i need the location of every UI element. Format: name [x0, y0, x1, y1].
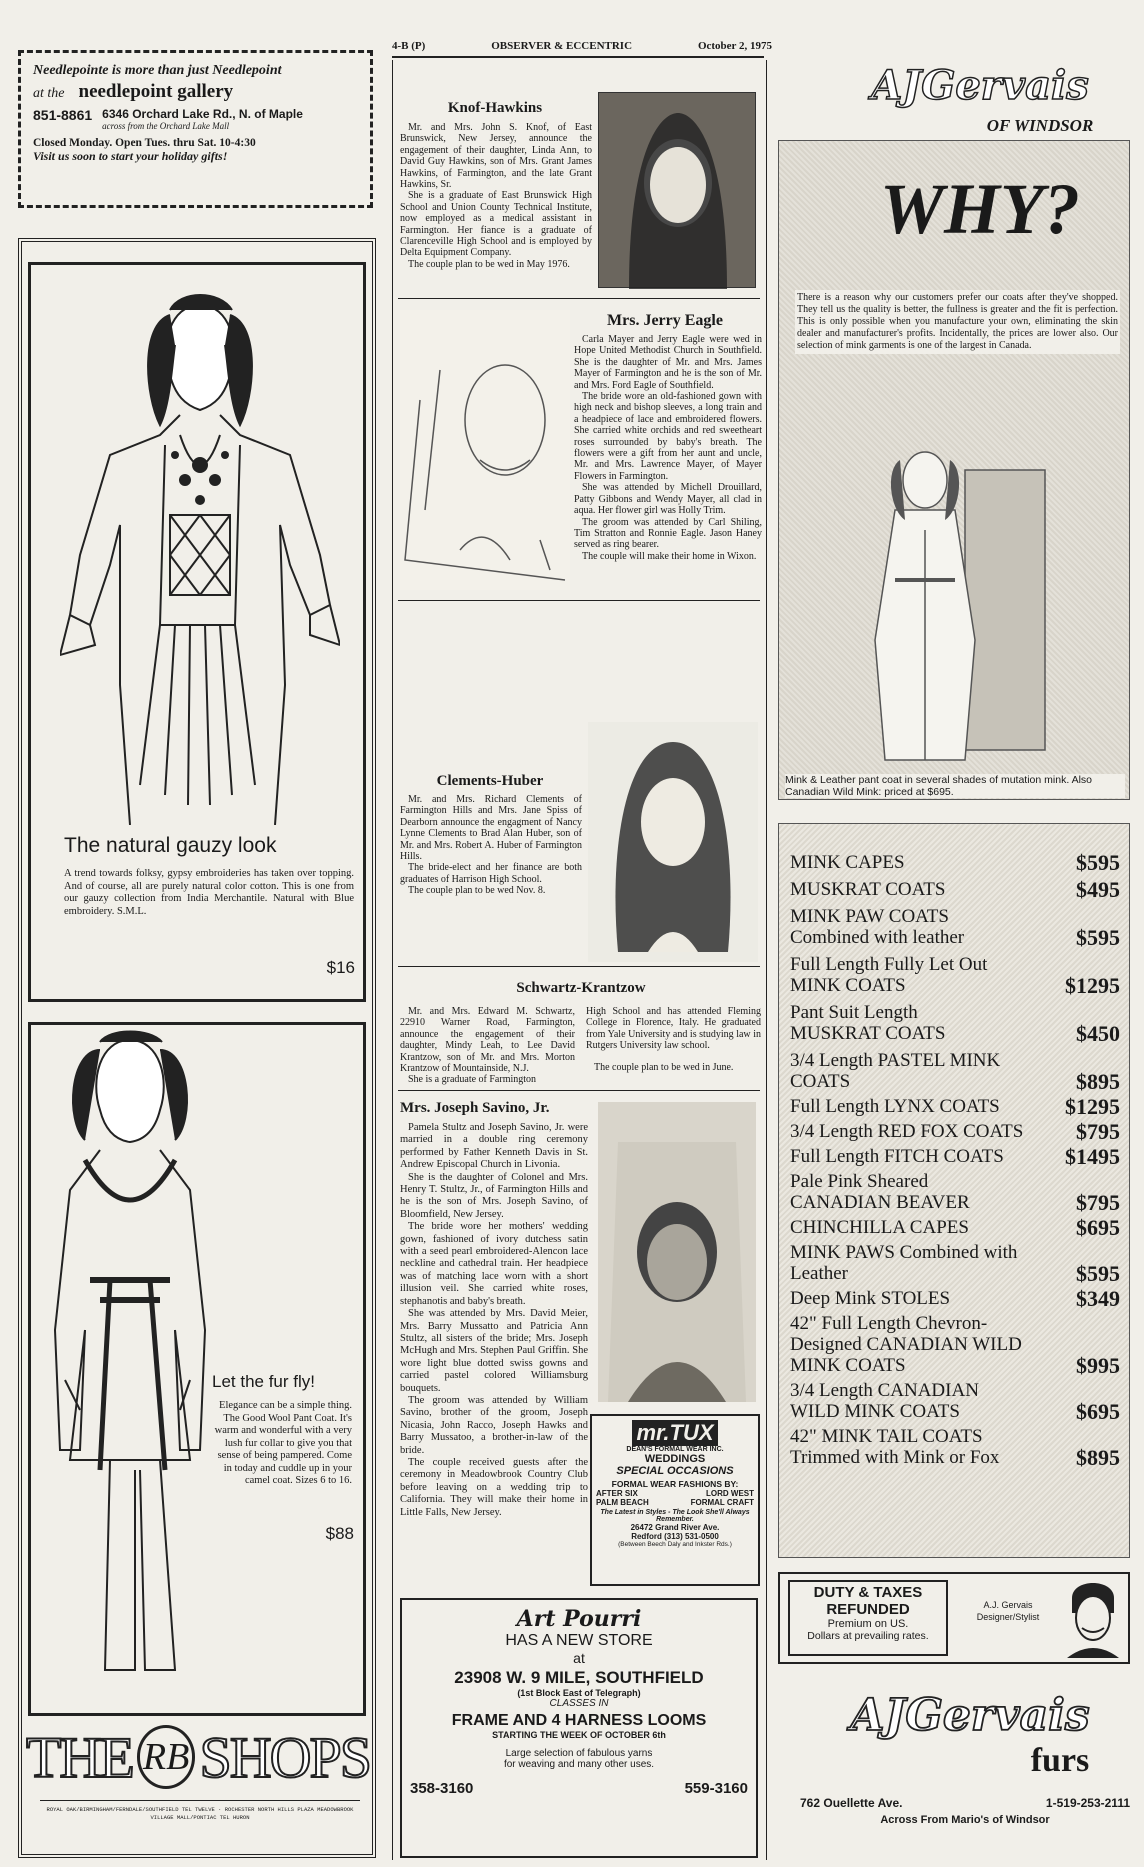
rb-logo-monogram: RB: [137, 1725, 196, 1789]
price-label: 42" MINK TAIL COATS Trimmed with Mink or Fox: [790, 1426, 1000, 1468]
gauzy-top-illustration: [60, 265, 340, 825]
savino-photo: [598, 1102, 756, 1402]
mrtux-city: Redford (313) 531-0500: [631, 1532, 719, 1541]
needlepoint-ad: [18, 50, 373, 208]
artpourri-address: 23908 W. 9 MILE, SOUTHFIELD: [454, 1668, 704, 1687]
gervais-price-list: [790, 852, 1120, 1552]
price-label: Full Length Fully Let Out MINK COATS: [790, 954, 988, 996]
eagle-p3: She was attended by Michell Drouillard, Patty Gibbons and Wendy Mayer, all clad in aqua. Her flower girl was Holly Trim.: [574, 482, 762, 517]
price-item: [790, 1171, 1120, 1213]
schwartz-col1: [400, 1006, 575, 1086]
gervais-duty-inner: [788, 1580, 948, 1656]
savino-p2: She is the daughter of Colonel and Mrs. Henry T. Stultz, Jr., of Farmington Hills and he is the son of Mrs. Joseph Savino, of Bloomfield, New Jersey.: [400, 1171, 588, 1220]
eagle-title: Mrs. Jerry Eagle: [607, 312, 723, 329]
col-rule-right: [766, 60, 767, 1860]
clements-body: [400, 794, 582, 897]
price-label: 3/4 Length RED FOX COATS: [790, 1121, 1024, 1142]
knof-body: [400, 122, 592, 270]
issue-date: October 2, 1975: [697, 40, 772, 52]
mrtux-brand-3: PALM BEACH: [596, 1498, 649, 1507]
knof-p2: She is a graduate of East Brunswick High School and Union County Technical Institute, now employed as a medical assistant in Farmington. Her fiance is a graduate of Clarenceville High School and is employed by Delta Equipment Company.: [400, 190, 592, 259]
gervais-address: 762 Ouellette Ave.: [800, 1796, 903, 1810]
artpourri-starting: STARTING THE WEEK OF OCTOBER 6th: [492, 1730, 666, 1740]
gervais-of-windsor: OF WINDSOR: [986, 116, 1094, 135]
gervais-furs: furs: [1030, 1742, 1090, 1779]
price-label: MUSKRAT COATS: [790, 879, 946, 900]
eagle-p1: Carla Mayer and Jerry Eagle were wed in Hope United Methodist Church in Southfield. She is the daughter of Mr. and Mrs. James Mayer of Farmington and he is the son of Mr. and Mrs. Ford Eagle of Southfield.: [574, 334, 762, 391]
rb-logo-rule: [40, 1800, 360, 1801]
page-number: 4-B (P): [392, 40, 426, 52]
mrtux-special: SPECIAL OCCASIONS: [616, 1465, 734, 1477]
price-label: Full Length FITCH COATS: [790, 1146, 1004, 1167]
price-label: 42" Full Length Chevron-Designed CANADIAN WILD MINK COATS: [790, 1313, 1022, 1376]
mrtux-ad: [590, 1414, 760, 1586]
price-item: [790, 954, 1120, 996]
duty-line1: DUTY & TAXES: [813, 1584, 923, 1601]
gervais-logo-top: AJGervais: [871, 62, 1089, 109]
mrtux-logo: mr.TUX: [632, 1420, 717, 1446]
needlepoint-hours: Closed Monday. Open Tues. thru Sat. 10-4:30: [33, 137, 256, 149]
price-item: [790, 1002, 1120, 1044]
price-value: $795: [1076, 1190, 1120, 1215]
schwartz-c2b: The couple plan to be wed in June.: [594, 1061, 734, 1073]
portrait-icon: [599, 93, 757, 289]
col-rule-left: [392, 60, 393, 1860]
duty-premium: Premium on US.: [827, 1618, 909, 1630]
savino-p3: The bride wore her mothers' wedding gown, fashioned of ivory dutchess satin with a seed pearl embroidered-Alencon lace neckline and cathedral train. Her headpiece was of matching lace worn with a short illusion veil. She carried white roses, stephanotis and baby's breath.: [400, 1221, 588, 1307]
savino-p5: The groom was attended by William Savino, brother of the groom, Joseph Nicasia, John Racco, Joseph Hawks and Barry Mussatoo, a brother-in-law of the bride.: [400, 1394, 588, 1456]
price-value: $895: [1076, 1445, 1120, 1470]
savino-p6: The couple received guests after the ceremony in Meadowbrook Country Club before leaving on a wedding trip to California. They will make their home in Little Falls, New Jersey.: [400, 1456, 588, 1518]
knof-p1: Mr. and Mrs. John S. Knof, of East Brunswick, New Jersey, announce the engagement of their daughter, Linda Ann, to David Guy Hawkins, son of Mrs. Grant James Hawkins, of Farmington, and the late Grant Hawkins, Sr.: [400, 122, 592, 191]
artpourri-at: at: [573, 1650, 585, 1666]
mink-coat-photo: [845, 440, 1065, 770]
price-label: Pant Suit Length MUSKRAT COATS: [790, 1002, 946, 1044]
price-item: [790, 1217, 1120, 1238]
price-label: MINK PAWS Combined with Leather: [790, 1242, 1018, 1284]
price-label: MINK PAW COATS Combined with leather: [790, 906, 965, 948]
eagle-p4: The groom was attended by Carl Shiling, Tim Stratton and Ronnie Eagle. Jason Haney served as ring bearer.: [574, 516, 762, 551]
gauzy-headline: The natural gauzy look: [64, 834, 277, 857]
duty-line2: REFUNDED: [826, 1601, 910, 1618]
price-value: $695: [1076, 1399, 1120, 1424]
eagle-body: [574, 334, 762, 562]
artpourri-block: (1st Block East of Telegraph): [517, 1688, 641, 1698]
price-value: $595: [1076, 1261, 1120, 1286]
eagle-p2: The bride wore an old-fashioned gown with high neck and bishop sleeves, a long train and a headpiece of lace and embroidered flowers. She carried white orchids and red sweetheart roses surrounded by baby's breath. The flowers were a gift from her aunt and uncle, Mr. and Mrs. Lawrence Mayer, of Mayer Flowers in Farmington.: [574, 391, 762, 482]
knof-rule: [398, 298, 760, 299]
price-item: [790, 1426, 1120, 1468]
needlepoint-phone: 851-8861: [33, 107, 93, 123]
price-value: $450: [1076, 1021, 1120, 1046]
artpourri-yarns2: for weaving and many other uses.: [503, 1759, 655, 1770]
bride-portrait-icon: [598, 1102, 756, 1402]
fur-coat-illustration: [40, 1030, 220, 1690]
designer-portrait: [1062, 1578, 1124, 1658]
rb-logo-shops: SHOPS: [199, 1724, 370, 1790]
header-rule: [392, 56, 764, 58]
artpourri-logo: Art Pourri: [516, 1606, 642, 1632]
mrtux-latest: The Latest in Styles - The Look She'll Always Remember.: [600, 1509, 750, 1523]
clements-p1: Mr. and Mrs. Richard Clements of Farmington Hills and Mrs. Jane Spiss of Dearborn announce the engagment of Nancy Lynne Clements to Brad Alan Huber, son of Mr. and Mrs. Robert A. Huber of Farmington Hills.: [400, 794, 582, 863]
price-item: [790, 1146, 1120, 1167]
duty-dollars: Dollars at prevailing rates.: [807, 1630, 929, 1642]
eagle-photo: [400, 310, 570, 590]
schwartz-col2: [586, 1006, 761, 1073]
savino-body: [400, 1122, 588, 1519]
clements-title: Clements-Huber: [436, 773, 544, 789]
price-value: $595: [1076, 925, 1120, 950]
price-value: $1495: [1065, 1144, 1120, 1169]
price-item: [790, 1242, 1120, 1284]
schwartz-title: Schwartz-Krantzow: [516, 980, 646, 996]
eagle-p5: The couple will make their home in Wixon.: [582, 550, 757, 562]
fur-price: $88: [325, 1524, 354, 1543]
paper-name: OBSERVER & ECCENTRIC: [491, 40, 633, 52]
price-value: $795: [1076, 1119, 1120, 1144]
mrtux-sub: DEAN'S FORMAL WEAR INC.: [626, 1446, 724, 1453]
needlepoint-address2: across from the Orchard Lake Mall: [102, 121, 230, 131]
mrtux-between: (Between Beech Daly and Inkster Rds.): [618, 1541, 732, 1548]
mrtux-brand-1: AFTER SIX: [596, 1489, 638, 1498]
price-label: Full Length LYNX COATS: [790, 1096, 1000, 1117]
price-item: [790, 1096, 1120, 1117]
eagle-rule: [398, 600, 760, 601]
savino-title: Mrs. Joseph Savino, Jr.: [400, 1100, 550, 1116]
gauzy-price: $16: [326, 958, 355, 977]
knof-photo: [598, 92, 756, 288]
price-value: $1295: [1065, 973, 1120, 998]
artpourri-looms: FRAME AND 4 HARNESS LOOMS: [451, 1712, 707, 1729]
mrtux-brand-4: FORMAL CRAFT: [690, 1498, 754, 1507]
fur-body: Elegance can be a simple thing. The Good Wool Pant Coat. It's warm and wonderful with a very lush fur collar to give you that sense of being pampered. Come in today and cuddle up in your camel coat. Sizes 6 to 16.: [214, 1400, 352, 1486]
price-item: [790, 906, 1120, 948]
price-label: Pale Pink Sheared CANADIAN BEAVER: [790, 1171, 970, 1213]
price-item: [790, 1288, 1120, 1309]
artpourri-line1: HAS A NEW STORE: [505, 1632, 653, 1649]
price-item: [790, 852, 1120, 873]
price-value: $495: [1076, 877, 1120, 902]
savino-p4: She was attended by Mrs. David Meier, Mrs. Barry Mussatto and Patricia Ann Stultz, all sisters of the bride; Mrs. Joseph McHugh and Mrs. Stephen Paul Griffin. She wore light blue dotted swiss gowns and carried pastel colored Williamsburg bouquets.: [400, 1308, 588, 1394]
designer-title: Designer/Stylist: [976, 1612, 1040, 1622]
designer-name: A.J. Gervais: [983, 1600, 1033, 1610]
mrtux-fashions-by: FORMAL WEAR FASHIONS BY:: [611, 1479, 739, 1489]
price-label: MINK CAPES: [790, 852, 905, 873]
artpourri-ad: [400, 1598, 758, 1858]
price-label: 3/4 Length PASTEL MINK COATS: [790, 1050, 1001, 1092]
gervais-why: WHY?: [879, 169, 1080, 249]
mrtux-brand-2: LORD WEST: [706, 1489, 754, 1498]
price-value: $1295: [1065, 1094, 1120, 1119]
price-value: $895: [1076, 1069, 1120, 1094]
gauzy-body: A trend towards folksy, gypsy embroideries has taken over topping. And of course, all are purely natural color cotton. This is one from our gauzy collection from India Merchantile. Natural with Blue embroidery. S.M.L.: [64, 868, 354, 917]
fur-headline: Let the fur fly!: [212, 1372, 315, 1391]
needlepoint-tagline: Visit us soon to start your holiday gifts!: [33, 149, 228, 163]
price-value: $349: [1076, 1286, 1120, 1311]
knof-p3: The couple plan to be wed in May 1976.: [408, 258, 570, 270]
rb-logo: [26, 1712, 370, 1802]
needlepoint-line1: Needlepointe is more than just Needlepoint: [33, 63, 282, 78]
price-item: [790, 1380, 1120, 1422]
page-header: [392, 40, 772, 56]
gervais-phone: 1-519-253-2111: [1045, 1796, 1130, 1810]
rb-locations: ROYAL OAK/BIRMINGHAM/FERNDALE/SOUTHFIELD TEL TWELVE · ROCHESTER NORTH HILLS PLAZA MEADOWBROOK VILLAGE MALL/PONTIAC TEL HURON: [46, 1806, 354, 1821]
price-label: CHINCHILLA CAPES: [790, 1217, 969, 1238]
portrait-icon: [588, 722, 758, 962]
gervais-caption: Mink & Leather pant coat in several shades of mutation mink. Also Canadian Wild Mink: priced at $695.: [785, 774, 1125, 798]
artpourri-yarns1: Large selection of fabulous yarns: [505, 1748, 653, 1759]
price-item: [790, 1121, 1120, 1142]
price-item: [790, 1050, 1120, 1092]
price-item: [790, 1313, 1120, 1376]
price-label: Deep Mink STOLES: [790, 1288, 951, 1309]
artpourri-classes: CLASSES IN: [549, 1698, 609, 1709]
price-item: [790, 879, 1120, 900]
needlepoint-name: needlepoint gallery: [78, 81, 234, 102]
clements-p3: The couple plan to be wed Nov. 8.: [408, 885, 546, 897]
faded-portrait-icon: [400, 310, 570, 590]
price-value: $995: [1076, 1353, 1120, 1378]
rb-logo-the: THE: [26, 1724, 133, 1790]
needlepoint-address: 6346 Orchard Lake Rd., N. of Maple: [102, 107, 303, 121]
clements-photo: [588, 722, 758, 962]
mrtux-address: 26472 Grand River Ave.: [630, 1523, 720, 1532]
price-label: 3/4 Length CANADIAN WILD MINK COATS: [790, 1380, 979, 1422]
gervais-logo-bottom: AJGervais: [850, 1690, 1090, 1741]
gervais-why-text: There is a reason why our customers prefer our coats after they've shopped. They tell us the quality is better, the fullness is greater and the fit is perfection. This is only possible when you manufacture your own, eliminating the skin dealer and manufacturer's profits. Incidentally, the prices are lower also. Our selection of mink garments is one of the largest in Canada.: [795, 290, 1120, 354]
schwartz-c2: High School and has attended Fleming College in Florence, Italy. He graduated from Yale University and is studying law in Rutgers University law school.: [586, 1006, 761, 1052]
price-value: $595: [1076, 850, 1120, 875]
schwartz-c1: Mr. and Mrs. Edward M. Schwartz, 22910 Warner Road, Farmington, announce the engagement of their daughter, Mindy Leah, to Lee David Krantzow, son of Mr. and Mrs. Morton Krantzow of Mountainside, N.J.: [400, 1006, 575, 1075]
needlepoint-at-the: at the: [33, 86, 65, 101]
gervais-across: Across From Mario's of Windsor: [880, 1814, 1050, 1826]
clements-p2: The bride-elect and her finance are both graduates of Harrison High School.: [400, 862, 582, 885]
price-value: $695: [1076, 1215, 1120, 1240]
savino-p1: Pamela Stultz and Joseph Savino, Jr. were married in a double ring ceremony performed by Father Kenneth Davis in St. Andrew Episcopal Church in Livonia.: [400, 1122, 588, 1171]
artpourri-phone-2: 559-3160: [684, 1780, 748, 1797]
artpourri-phone-1: 358-3160: [410, 1780, 474, 1797]
schwartz-c1b: She is a graduate of Farmington: [408, 1074, 537, 1086]
clements-rule: [398, 966, 760, 967]
mrtux-weddings: WEDDINGS: [644, 1453, 706, 1465]
gervais-footer: [800, 1796, 1130, 1810]
schwartz-rule: [398, 1090, 760, 1091]
knof-title: Knof-Hawkins: [447, 100, 543, 116]
